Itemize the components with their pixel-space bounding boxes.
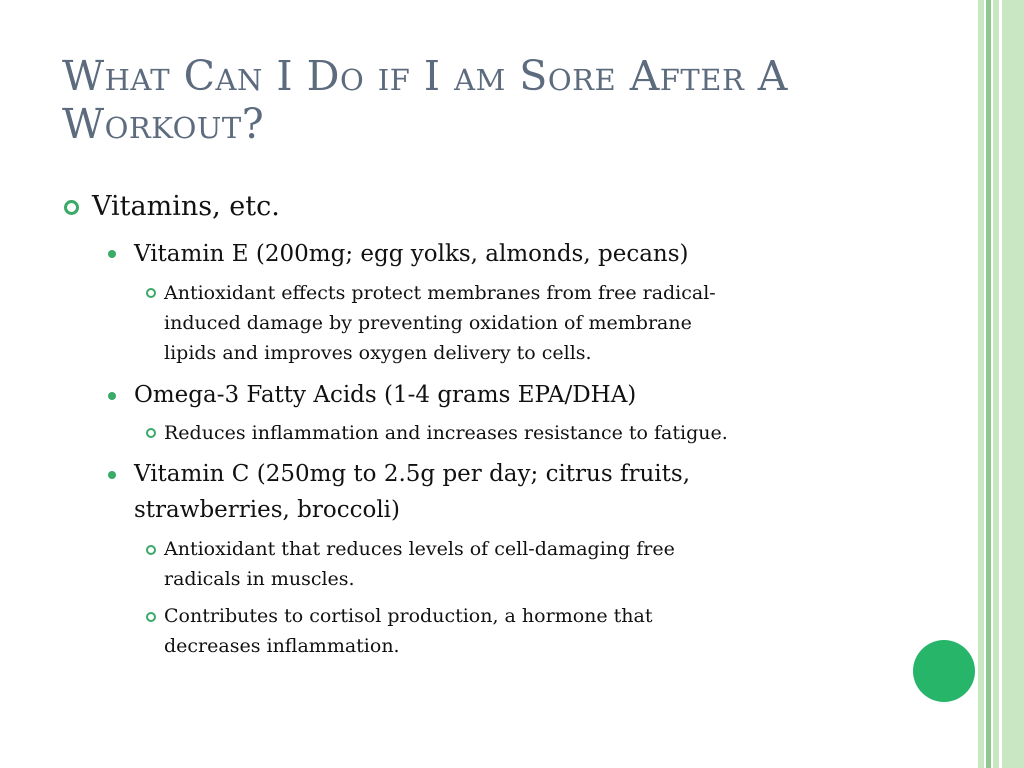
vitamin-e-detail-line: lipids and improves oxygen delivery to cells.	[164, 342, 592, 364]
vitamin-e-detail-line: Antioxidant effects protect membranes from free radical-	[164, 282, 716, 304]
ring-bullet-icon	[146, 288, 156, 298]
bullet-vitamin-e: Vitamin E (200mg; egg yolks, almonds, pecans)	[134, 241, 689, 267]
vitamin-c-detail-line: radicals in muscles.	[164, 568, 355, 590]
slide-title: What Can I Do if I am Sore After A Workout?	[62, 52, 788, 148]
vitamin-e-detail-line: induced damage by preventing oxidation of membrane	[164, 312, 692, 334]
omega-3-detail-line: Reduces inflammation and increases resistance to fatigue.	[164, 422, 728, 444]
bullet-vitamin-c-cont: strawberries, broccoli)	[134, 497, 401, 523]
bullet-omega-3: Omega-3 Fatty Acids (1-4 grams EPA/DHA)	[134, 382, 637, 408]
ring-bullet-icon	[64, 200, 79, 215]
bullet-vitamin-c: Vitamin C (250mg to 2.5g per day; citrus fruits,	[134, 461, 691, 487]
vitamin-c-detail-line: Antioxidant that reduces levels of cell-damaging free	[164, 538, 675, 560]
vitamin-c-detail-line: Contributes to cortisol production, a hormone that	[164, 605, 653, 627]
ring-bullet-icon	[146, 545, 156, 555]
dot-bullet-icon	[108, 471, 116, 479]
ring-bullet-icon	[146, 612, 156, 622]
dot-bullet-icon	[108, 392, 116, 400]
ring-bullet-icon	[146, 428, 156, 438]
vitamin-c-detail-line: decreases inflammation.	[164, 635, 400, 657]
dot-bullet-icon	[108, 250, 116, 258]
bullet-vitamins: Vitamins, etc.	[92, 191, 280, 222]
